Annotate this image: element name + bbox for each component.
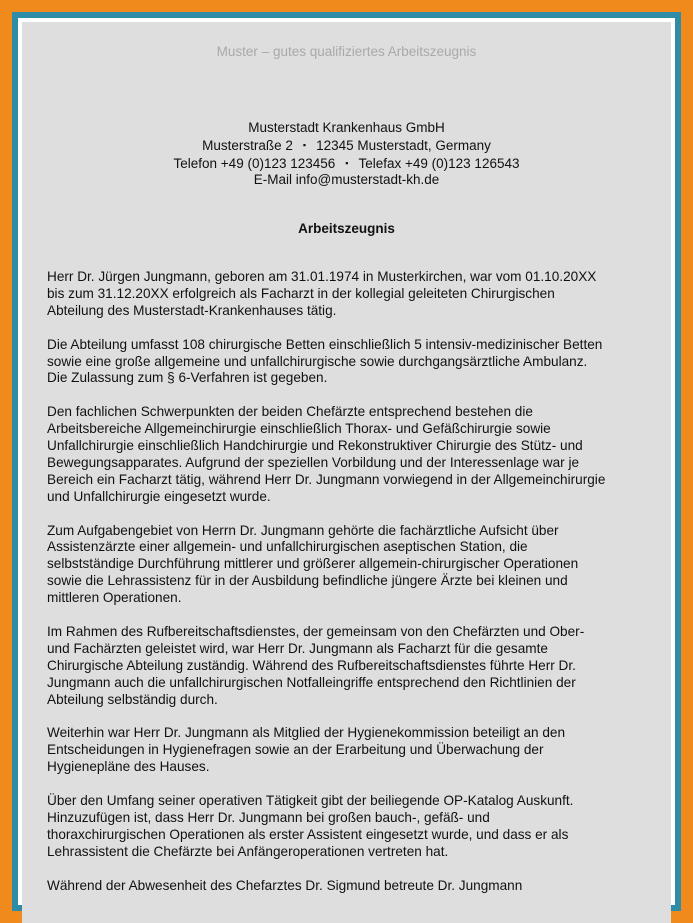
paragraph: Den fachlichen Schwerpunkten der beiden Chefärzte entsprechend bestehen die Arbeitsbereiche Allgemeinchirurgie einschließlich Thorax- und Gefäßchirurgie sowie Unfallchirurgie einschließlich Handchirurgie und Rekonstruktiver Chirurgie des Stütz- und Bewegungsapparates. Aufgrund der speziellen Vorbildung und der Interessenlage war je Bereich ein Facharzt tätig, während Herr Dr. Jungmann vorwiegend in der Allgemeinchirurgie und Unfallchirurgie eingesetzt wurde. bbox=[47, 404, 606, 504]
street: Musterstraße 2 bbox=[202, 137, 293, 153]
city: 12345 Musterstadt, Germany bbox=[316, 137, 491, 153]
document-page bbox=[22, 22, 671, 923]
paragraph: Weiterhin war Herr Dr. Jungmann als Mitglied der Hygienekommission beteiligt an den Entscheidungen in Hygienefragen sowie an der Erarbeitung und Überwachung der Hygienepläne des Hauses. bbox=[47, 725, 566, 775]
company-name: Musterstadt Krankenhaus GmbH bbox=[248, 120, 445, 135]
document-body bbox=[47, 269, 652, 911]
paragraph: Im Rahmen des Rufbereitschaftsdienstes, der gemeinsam von den Chefärzten und Ober- und Fachärzten geleistet wird, war Herr Dr. Jungmann als Facharzt für die gesamte Chirurgische Abteilung zuständig. Während des Rufbereitschaftsdienstes führte Herr Dr. Jungmann auch die unfallchirurgischen Notfalleingriffe entsprechend den Richtlinien der Abteilung selbständig durch. bbox=[47, 623, 585, 707]
fax: Telefax +49 (0)123 126543 bbox=[358, 155, 520, 171]
email: E-Mail info@musterstadt-kh.de bbox=[253, 172, 440, 188]
document-title: Arbeitszeugnis bbox=[298, 221, 395, 236]
separator-bullet: ▪ bbox=[302, 139, 307, 150]
paragraph: Zum Aufgabengebiet von Herrn Dr. Jungmann gehörte die fachärztliche Aufsicht über Assistenzärzte einer allgemein- und unfallchirurgischen aseptischen Station, die selbstständige Durchführung mittlerer und größerer allgemein-chirurgischer Operationen sowie die Lehrassistenz für in der Ausbildung befindliche jüngere Ärzte bei kleinen und mittleren Operationen. bbox=[47, 522, 579, 606]
separator-bullet: ▪ bbox=[345, 157, 349, 168]
paragraph: Über den Umfang seiner operativen Tätigkeit gibt der beiliegende OP-Katalog Auskunft. Hinzuzufügen ist, dass Herr Dr. Jungmann bei großen bauch-, gefäß- und thoraxchirurgischen Operationen als erster Assistent eingesetzt wurde, und dass er als Lehrassistent die Chefärzte bei Anfängeroperationen vertreten hat. bbox=[47, 793, 574, 859]
paragraph: Die Abteilung umfasst 108 chirurgische Betten einschließlich 5 intensiv-medizinischer Betten sowie eine große allgemeine und unfallchirurgische sowie durchgangsärztliche Ambulanz. Die Zulassung zum § 6-Verfahren ist gegeben. bbox=[47, 336, 603, 386]
letterhead bbox=[22, 120, 671, 189]
paragraph: Herr Dr. Jürgen Jungmann, geboren am 31.01.1974 in Musterkirchen, war vom 01.10.20XX bis zum 31.12.20XX erfolgreich als Facharzt in der kollegial geleiteten Chirurgischen Abteilung des Musterstadt-Krankenhauses tätig. bbox=[47, 269, 597, 318]
paragraph: Während der Abwesenheit des Chefarztes Dr. Sigmund betreute Dr. Jungmann bbox=[47, 877, 523, 893]
address-line bbox=[22, 137, 671, 155]
watermark-caption: Muster – gutes qualifiziertes Arbeitszeugnis bbox=[216, 44, 477, 59]
contact-line bbox=[22, 155, 671, 173]
phone: Telefon +49 (0)123 123456 bbox=[173, 155, 336, 171]
